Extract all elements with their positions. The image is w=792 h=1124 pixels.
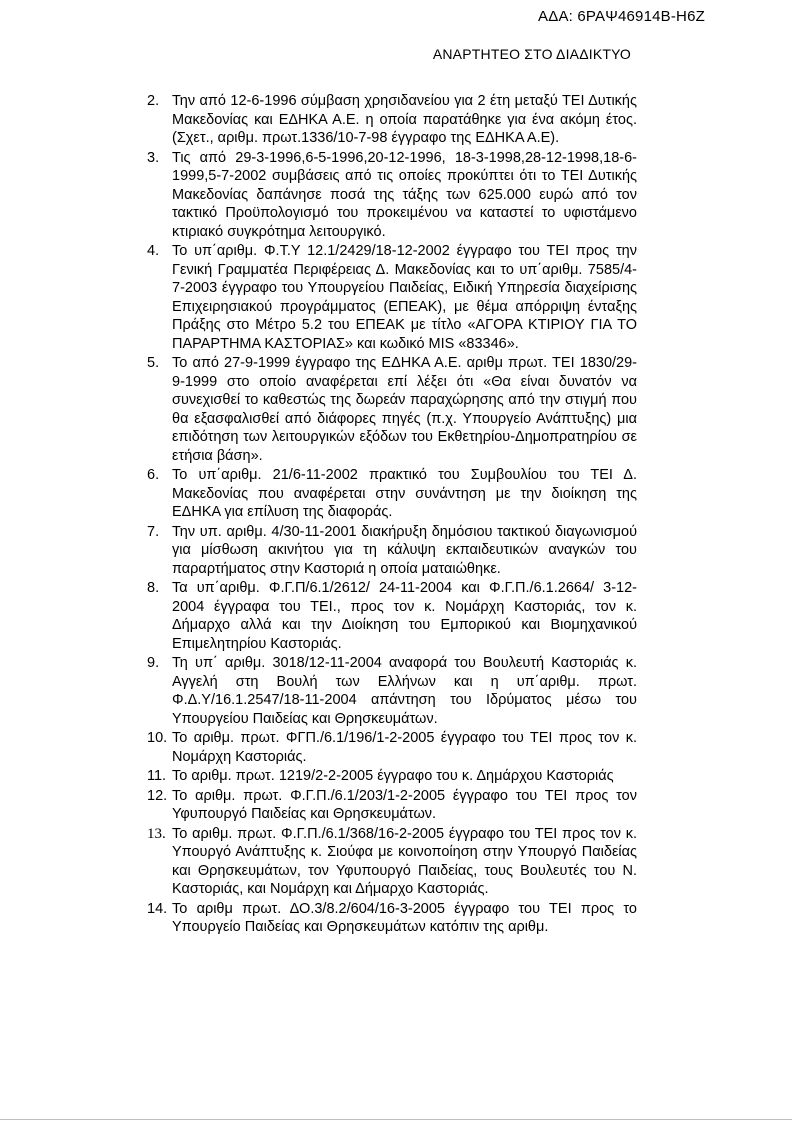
- item-text: Το αριθμ πρωτ. ΔΟ.3/8.2/604/16-3-2005 έγγραφο του ΤΕΙ προς το Υπουργείο Παιδείας και Θρησκευμάτων κατόπιν της αριθμ.: [172, 900, 637, 935]
- item-number: 11.: [147, 768, 167, 784]
- item-text: Τη υπ΄ αριθμ. 3018/12-11-2004 αναφορά του Βουλευτή Καστοριάς κ. Αγγελή στη Βουλή των Ελλήνων και η υπ΄αριθμ. πρωτ. Φ.Δ.Υ/16.1.2547/18-11-2004 απάντηση του Ιδρύματος μέσω του Υπουργείου Παιδείας και Θρησκευμάτων.: [172, 655, 637, 727]
- list-item-14: [147, 900, 637, 937]
- item-number: 3.: [147, 149, 160, 166]
- item-text: Το αριθμ. πρωτ. ΦΓΠ./6.1/196/1-2-2005 έγγραφο του ΤΕΙ προς τον κ. Νομάρχη Καστοριάς.: [172, 730, 637, 765]
- item-number: 2.: [147, 93, 160, 109]
- list-item-7: [147, 523, 637, 579]
- list-item-8: [147, 579, 637, 653]
- item-number: 7.: [147, 523, 160, 540]
- item-number: 6.: [147, 467, 160, 483]
- item-text: Το αριθμ. πρωτ. Φ.Γ.Π./6.1/203/1-2-2005 έγγραφο του ΤΕΙ προς τον Υφυπουργό Παιδείας και Θρησκευμάτων.: [172, 787, 637, 822]
- item-number: 12.: [147, 787, 168, 804]
- item-text: Τις από 29-3-1996,6-5-1996,20-12-1996, 18-3-1998,28-12-1998,18-6-1999,5-7-2002 συμβάσεις από τις οποίες προκύπτει ότι το ΤΕΙ Δυτικής Μακεδονίας δαπάνησε ποσά της τάξης των 625.000 ευρώ από τον τακτικό Προϋπολογισμό του προκειμένου να καταστεί το υφιστάμενο κτιριακό συγκρότημα λειτουργικό.: [172, 149, 637, 240]
- item-text: Το αριθμ. πρωτ. Φ.Γ.Π./6.1/368/16-2-2005 έγγραφο του ΤΕΙ προς τον κ. Υπουργό Ανάπτυξης κ. Σιούφα με κοινοποίηση στην Υπουργό Παιδείας και Θρησκευμάτων, τον Υφυπουργό Παιδείας, τους Βουλευτές του Ν. Καστοριάς, και Νομάρχη και Δήμαρχο Καστοριάς.: [172, 825, 637, 897]
- item-number: 14.: [147, 900, 168, 917]
- list-item-6: [147, 466, 637, 522]
- list-item-4: [147, 242, 637, 353]
- item-number: 8.: [147, 580, 160, 596]
- list-item-9: [147, 654, 637, 728]
- list-item-12: [147, 787, 637, 824]
- item-text: Το υπ΄αριθμ. Φ.Τ.Υ 12.1/2429/18-12-2002 έγγραφο του ΤΕΙ προς την Γενική Γραμματέα Περιφέρειας Δ. Μακεδονίας και το υπ΄αριθμ. 7585/4-7-2003 έγγραφο του Υπουργείου Παιδείας, Ειδική Υπηρεσία διαχείρισης Επιχειρησιακού προγράμματος (ΕΠΕΑΚ), με θέμα απόρριψη ένταξης Πράξης στο Μέτρο 5.2 του ΕΠΕΑΚ με τίτλο «ΑΓΟΡΑ ΚΤΙΡΙΟΥ ΓΙΑ ΤΟ ΠΑΡΑΡΤΗΜΑ ΚΑΣΤΟΡΙΑΣ» και κωδικό MIS «83346».: [172, 243, 637, 352]
- item-number: 9.: [147, 655, 160, 671]
- list-item-2: [147, 92, 637, 148]
- reference-list: [147, 92, 637, 938]
- item-number: 13.: [147, 825, 166, 842]
- ada-code: ΑΔΑ: 6ΡΑΨ46914Β-Η6Ζ: [538, 8, 705, 25]
- list-item-5: [147, 354, 637, 465]
- item-text: Τα υπ΄αριθμ. Φ.Γ.Π/6.1/2612/ 24-11-2004 και Φ.Γ.Π./6.1.2664/ 3-12-2004 έγγραφα του ΤΕΙ., προς τον κ. Νομάρχη Καστοριάς, τον κ. Δήμαρχο αλλά και την Διοίκηση του Εμπορικού και Βιομηχανικού Επιμελητηρίου Καστοριάς.: [172, 580, 637, 652]
- item-text: Την από 12-6-1996 σύμβαση χρησιδανείου για 2 έτη μεταξύ ΤΕΙ Δυτικής Μακεδονίας και ΕΔΗΚΑ Α.Ε. η οποία παρατάθηκε για ένα ακόμη έτος.(Σχετ., αριθμ. πρωτ.1336/10-7-98 έγγραφο της ΕΔΗΚΑ Α.Ε).: [172, 93, 637, 146]
- item-number: 10.: [147, 730, 168, 746]
- list-item-10: [147, 729, 637, 766]
- item-text: Το υπ΄αριθμ. 21/6-11-2002 πρακτικό του Συμβουλίου του ΤΕΙ Δ. Μακεδονίας που αναφέρεται στην συνάντηση με την διοίκηση της ΕΔΗΚΑ για επίλυση της διαφοράς.: [172, 467, 637, 520]
- item-number: 5.: [147, 355, 160, 371]
- item-text: Το αριθμ. πρωτ. 1219/2-2-2005 έγγραφο του κ. Δημάρχου Καστοριάς: [172, 768, 614, 784]
- posted-online-label: ΑΝΑΡΤΗΤΕΟ ΣΤΟ ΔΙΑΔΙΚΤΥΟ: [432, 46, 631, 62]
- list-item-13: [147, 825, 637, 899]
- item-number: 4.: [147, 243, 160, 259]
- page-bottom-rule: [0, 1119, 792, 1120]
- list-item-11: [147, 767, 637, 786]
- item-text: Το από 27-9-1999 έγγραφο της ΕΔΗΚΑ Α.Ε. αριθμ πρωτ. ΤΕΙ 1830/29-9-1999 στο οποίο αναφέρεται επί λέξει ότι «Θα είναι δυνατόν να συνεχισθεί το καθεστώς της δωρεάν παραχώρησης από την στιγμή που θα εξασφαλισθεί από διάφορες πηγές (π.χ. Υπουργείο Ανάπτυξης) μια επιδότηση των λειτουργικών εξόδων του Εκθετηρίου-Δημοπρατηρίου σε ετήσια βάση».: [172, 355, 637, 464]
- list-item-3: [147, 149, 637, 242]
- item-text: Την υπ. αριθμ. 4/30-11-2001 διακήρυξη δημόσιου τακτικού διαγωνισμού για μίσθωση ακινήτου για τη κάλυψη εκπαιδευτικών αναγκών του παραρτήματος στην Καστοριά η οποία ματαιώθηκε.: [172, 523, 637, 577]
